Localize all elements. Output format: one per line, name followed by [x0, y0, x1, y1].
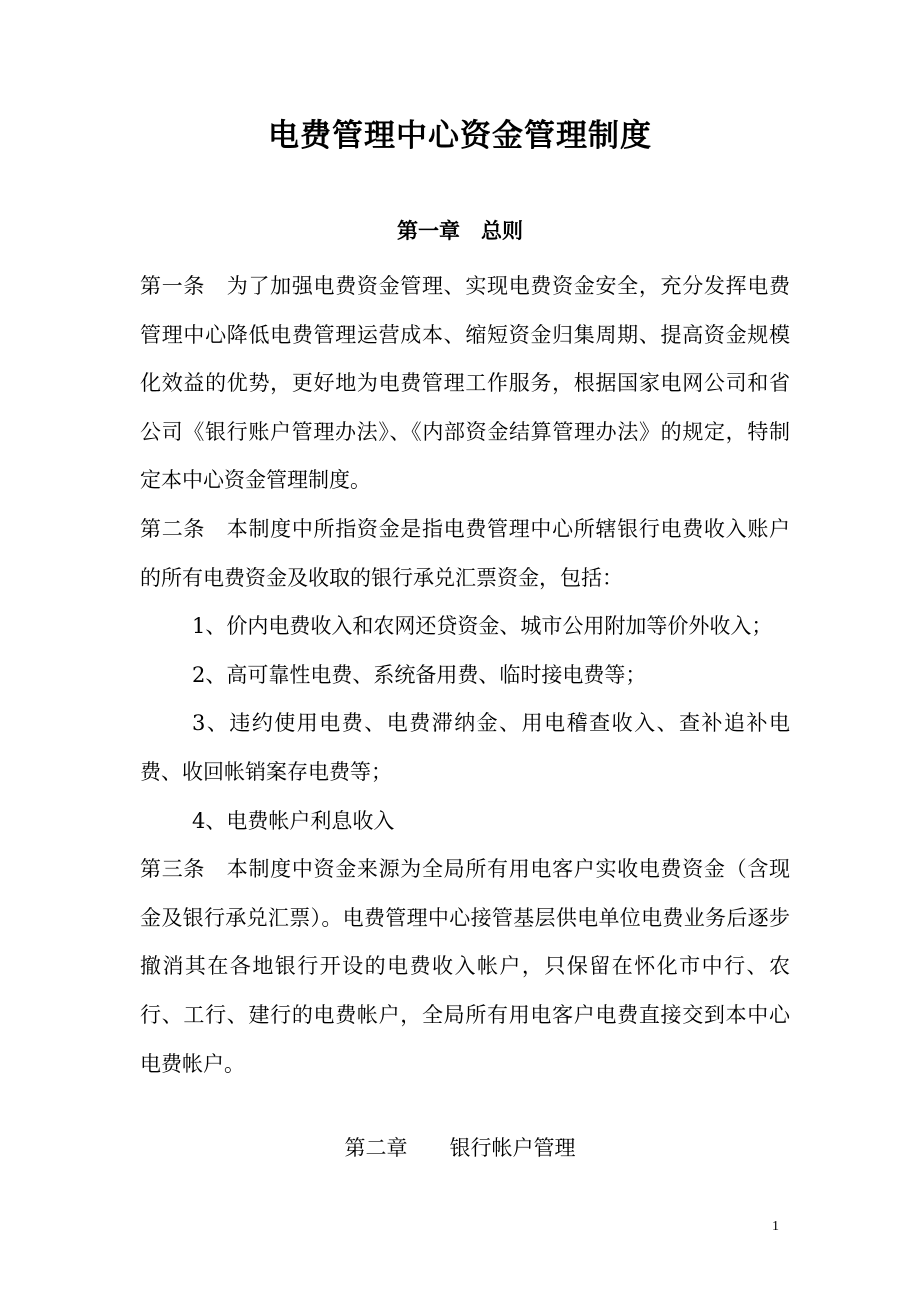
chapter-2-heading: 第二章 银行帐户管理: [344, 1136, 576, 1160]
article-1-text: 为了加强电费资金管理、实现电费资金安全，充分发挥电费管理中心降低电费管理运营成本、缩短资金归集周期、提高资金规模化效益的优势，更好地为电费管理工作服务，根据国家电网公司和省公司《银行账户管理办法》、《内部资金结算管理办法》的规定，特制定本中心资金管理制度。: [140, 274, 791, 493]
article-2-item-4: 4、电费帐户利息收入: [192, 808, 395, 833]
chapter-1-heading: 第一章 总则: [397, 219, 523, 243]
chapter-1-body: [140, 262, 790, 1088]
article-2-label: 第二条: [140, 516, 227, 541]
document-title: 电费管理中心资金管理制度: [268, 118, 652, 154]
page-number: 1: [772, 1219, 779, 1234]
article-3-text: 本制度中资金来源为全局所有用电客户实收电费资金（含现金及银行承兑汇票）。电费管理中心接管基层供电单位电费业务后逐步撤消其在各地银行开设的电费收入帐户，只保留在怀化市中行、农行、工行、建行的电费帐户，全局所有用电客户电费直接交到本中心电费帐户。: [140, 857, 791, 1076]
article-2-item-3: 3、违约使用电费、电费滞纳金、用电稽查收入、查补追补电费、收回帐销案存电费等；: [140, 711, 790, 784]
article-2-item-1: 1、价内电费收入和农网还贷资金、城市公用附加等价外收入；: [192, 614, 773, 639]
article-1: [140, 262, 790, 505]
article-3-label: 第三条: [140, 857, 227, 882]
article-3: [140, 845, 790, 1088]
article-2-item-2: 2、高可靠性电费、系统备用费、临时接电费等；: [192, 662, 647, 687]
article-1-label: 第一条: [140, 274, 227, 298]
article-2: [140, 505, 790, 602]
article-2-text: 本制度中所指资金是指电费管理中心所辖银行电费收入账户 的所有电费资金及收取的银行承兑汇票资金，包括：: [140, 516, 791, 590]
